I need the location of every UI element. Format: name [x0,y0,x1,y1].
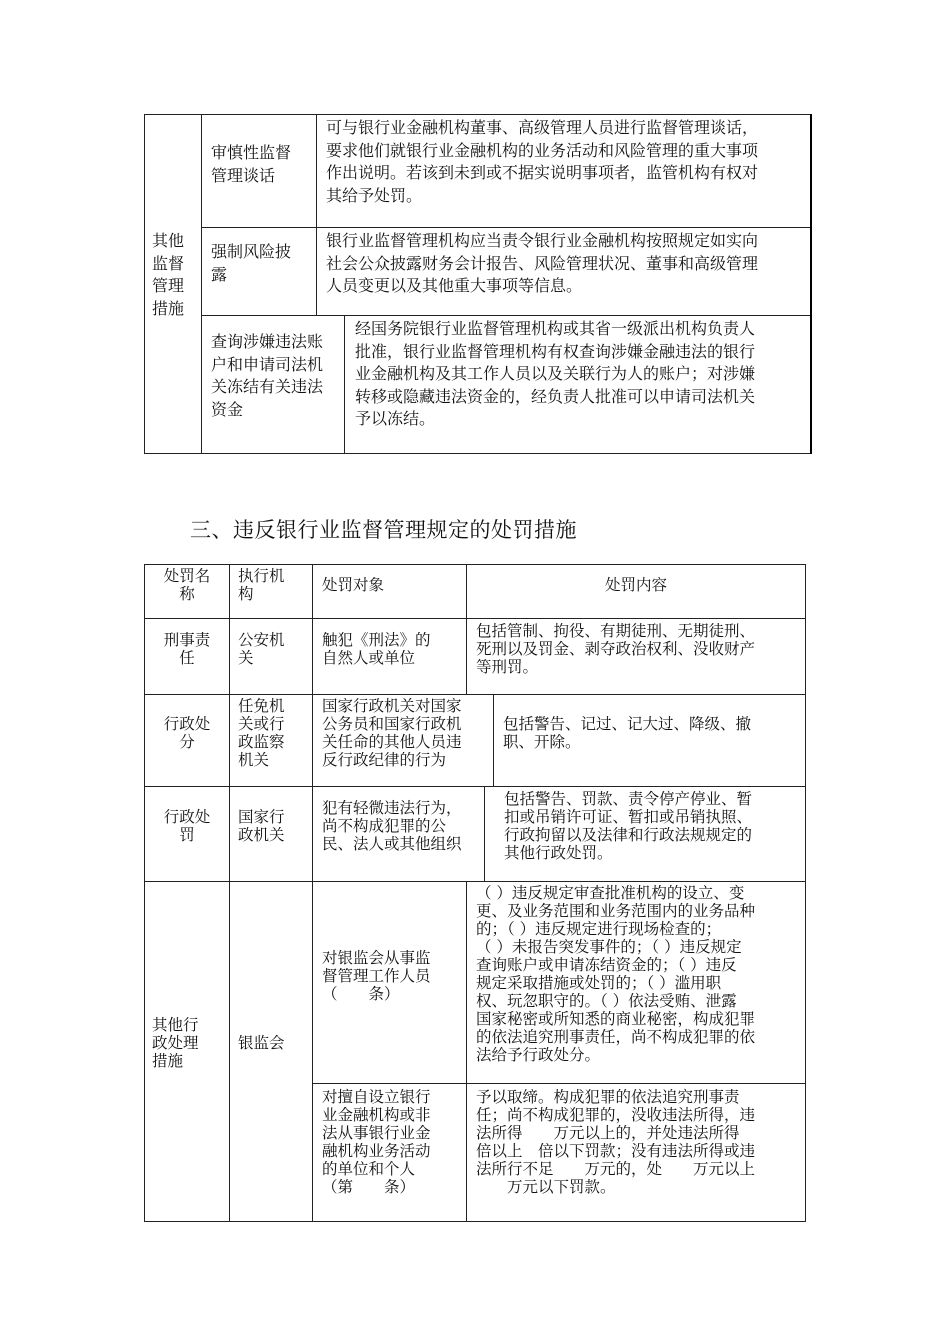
table2-header-target: 处罚对象 [322,576,385,594]
table1-left-border [144,114,145,454]
table2-row-divider [144,881,805,882]
table2-top-border [144,564,805,565]
table2-col-divider [493,694,494,787]
table2-right-border [805,564,806,1222]
table2-cell-target: 对擅自设立银行 业金融机构或非 法从事银行业金 融机构业务活动 的单位和个人 （第 条） [322,1088,431,1196]
table2-cell-target: 触犯《刑法》的 自然人或单位 [322,631,431,667]
table2-header-agency: 执行机 构 [238,567,285,603]
table2-cell-content: （ ）违反规定审查批准机构的设立、变 更、及业务范围和业务范围内的业务品种 的；（ ）违反规定进行现场检查的； （ ）未报告突发事件的；（ ）违反规定 查询账户或申请冻结资金的；（ ）违反 规定采取措施或处罚的；（ ）滥用职 权、玩忽职守的。（ ）依法受贿、泄露 国家秘密或所知悉的商业秘密，构成犯罪 的依法追究刑事责任，尚不构成犯罪的依 法给予行政处分。 [476,884,756,1064]
table2-cell-name: 行政处 分 [163,715,211,751]
table1-group-label: 其他 监督 管理 措施 [152,231,185,318]
table1-bottom-border [144,453,812,454]
table1-col-divider [344,315,345,454]
table1-row-content: 银行业监督管理机构应当责令银行业金融机构按照规定如实向 社会公众披露财务会计报告、风险管理状况、董事和高级管理 人员变更以及其他重大事项等信息。 [326,231,759,295]
table2-col-divider [466,881,467,1222]
table2-cell-content: 包括管制、拘役、有期徒刑、无期徒刑、 死刑以及罚金、剥夺政治权利、没收财产 等刑罚。 [476,622,756,676]
table2-cell-target: 犯有轻微违法行为， 尚不构成犯罪的公 民、法人或其他组织 [322,799,462,853]
table2-cell-agency: 任免机 关或行 政监察 机关 [238,697,285,769]
table2-cell-content: 包括警告、记过、记大过、降级、撤 职、开除。 [503,715,752,751]
table2-col-divider [229,564,230,1222]
table2-cell-agency: 银监会 [238,1034,285,1052]
table1-row-content: 可与银行业金融机构董事、高级管理人员进行监督管理谈话， 要求他们就银行业金融机构的业务活动和风险管理的重大事项 作出说明。若该到未到或不据实说明事项者，监管机构有权对 其给予处罚。 [326,118,759,205]
table2-row-divider [312,1083,805,1084]
table1-row-name: 查询涉嫌违法账 户和申请司法机 关冻结有关违法 资金 [211,332,324,419]
table2-bottom-border [144,1221,805,1222]
table2-col-divider [312,564,313,1222]
table2-row-divider [144,786,805,787]
section-title: 三、违反银行业监督管理规定的处罚措施 [190,518,577,542]
table2-row-divider [144,618,805,619]
table2-cell-name: 刑事责 任 [163,631,211,667]
table2-header-content: 处罚内容 [604,576,667,594]
table2-cell-target: 国家行政机关对国家 公务员和国家行政机 关任命的其他人员违 反行政纪律的行为 [322,697,462,769]
table1-row-name: 审慎性监督 管理谈话 [211,143,292,185]
table2-cell-content: 包括警告、罚款、责令停产停业、暂 扣或吊销许可证、暂扣或吊销执照、 行政拘留以及法律和行政法规规定的 其他行政处罚。 [504,790,753,862]
table2-cell-agency: 公安机 关 [238,631,285,667]
table1-top-border [144,114,812,115]
table2-cell-name: 其他行 政处理 措施 [152,1016,199,1070]
table1-row-divider [201,227,812,228]
table2-header-name: 处罚名 称 [163,567,211,603]
table2-cell-content: 予以取缔。构成犯罪的依法追究刑事责 任；尚不构成犯罪的，没收违法所得，违 法所得 万元以上的，并处违法所得 倍以上 倍以下罚款；没有违法所得或违 法所行不足 万元的，处 万元以上 万元以下罚款。 [476,1088,756,1196]
table1-row-divider [201,315,812,316]
table2-row-divider [144,694,805,695]
table2-cell-name: 行政处 罚 [163,808,211,844]
table1-row-name: 强制风险披 露 [211,242,292,284]
table1-col-divider [201,114,202,454]
table2-col-divider [484,786,485,882]
table2-cell-target: 对银监会从事监 督管理工作人员 （ 条） [322,949,431,1003]
table1-col-divider [316,114,317,316]
table2-cell-agency: 国家行 政机关 [238,808,285,844]
table1-right-border [810,114,812,454]
table1-row-content: 经国务院银行业监督管理机构或其省一级派出机构负责人 批准，银行业监督管理机构有权查询涉嫌金融违法的银行 业金融机构及其工作人员以及关联行为人的账户；对涉嫌 转移或隐藏违法资金的，经负责人批准可以申请司法机关 予以冻结。 [355,319,756,428]
